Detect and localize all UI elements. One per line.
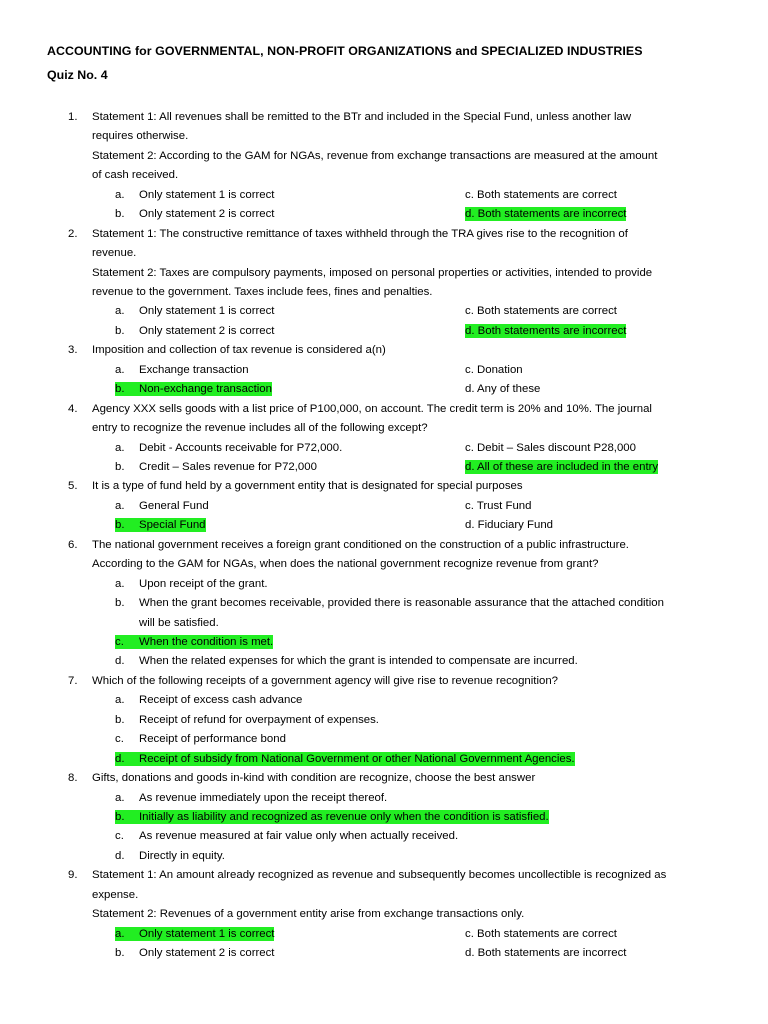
q2-statement1: Statement 1: The constructive remittance of taxes withheld through the TRA gives rise to the recognition of xyxy=(92,228,628,240)
q8-option-d: Directly in equity. xyxy=(139,850,225,862)
q1-statement1-cont: requires otherwise. xyxy=(92,130,189,142)
q6-option-b-cont: will be satisfied. xyxy=(139,617,219,629)
q4-option-b-letter: b. xyxy=(115,461,125,473)
q7-option-c: Receipt of performance bond xyxy=(139,733,286,745)
q1-option-b-letter: b. xyxy=(115,208,125,220)
q6-option-b-letter: b. xyxy=(115,597,125,609)
q7-option-a-letter: a. xyxy=(115,694,125,706)
q6-option-b: When the grant becomes receivable, provided there is reasonable assurance that the attached condition xyxy=(139,597,664,609)
q5-option-b-answer: Special Fund xyxy=(139,519,206,531)
q8-option-b-letter: b. xyxy=(115,810,139,824)
q2-option-c: c. Both statements are correct xyxy=(465,305,617,317)
q5-text: It is a type of fund held by a government entity that is designated for special purposes xyxy=(92,480,523,492)
q2-option-a-letter: a. xyxy=(115,305,125,317)
q7-option-b: Receipt of refund for overpayment of expenses. xyxy=(139,714,379,726)
q9-option-b: Only statement 2 is correct xyxy=(139,947,275,959)
q2-statement2-cont: revenue to the government. Taxes include fees, fines and penalties. xyxy=(92,286,433,298)
q9-statement2: Statement 2: Revenues of a government entity arise from exchange transactions only. xyxy=(92,908,525,920)
q7-text: Which of the following receipts of a government agency will give rise to revenue recognition? xyxy=(92,675,558,687)
q3-text: Imposition and collection of tax revenue is considered a(n) xyxy=(92,344,386,356)
q2-statement2: Statement 2: Taxes are compulsory payments, imposed on personal properties or activities, intended to provide xyxy=(92,267,653,279)
q7-option-a: Receipt of excess cash advance xyxy=(139,694,303,706)
q9-statement1-cont: expense. xyxy=(92,889,139,901)
q9-number: 9. xyxy=(68,869,78,881)
q5-number: 5. xyxy=(68,480,78,492)
q3-option-b-letter: b. xyxy=(115,382,139,396)
document-title: ACCOUNTING for GOVERNMENTAL, NON-PROFIT ORGANIZATIONS and SPECIALIZED INDUSTRIES xyxy=(47,44,643,58)
q1-option-a-letter: a. xyxy=(115,189,125,201)
q8-option-a: As revenue immediately upon the receipt thereof. xyxy=(139,792,388,804)
q9-option-c: c. Both statements are correct xyxy=(465,928,617,940)
q2-number: 2. xyxy=(68,228,78,240)
q6-option-d: When the related expenses for which the grant is intended to compensate are incurred. xyxy=(139,655,578,667)
q1-statement2: Statement 2: According to the GAM for NGAs, revenue from exchange transactions are measured at the amount xyxy=(92,150,658,162)
q9-option-b-letter: b. xyxy=(115,947,125,959)
q9-option-a-letter: a. xyxy=(115,927,139,941)
q7-option-b-letter: b. xyxy=(115,714,125,726)
q2-option-d-answer: d. Both statements are incorrect xyxy=(465,325,627,337)
q1-statement1: Statement 1: All revenues shall be remitted to the BTr and included in the Special Fund, unless another law xyxy=(92,111,632,123)
q9-option-a-answer: Only statement 1 is correct xyxy=(139,928,275,940)
q7-option-d-letter: d. xyxy=(115,752,139,766)
q2-statement1-cont: revenue. xyxy=(92,247,137,259)
q8-option-c-letter: c. xyxy=(115,830,124,842)
q4-option-a-letter: a. xyxy=(115,442,125,454)
q5-option-a: General Fund xyxy=(139,500,209,512)
q4-option-c: c. Debit – Sales discount P28,000 xyxy=(465,442,636,454)
q6-option-c-answer: When the condition is met. xyxy=(139,636,274,648)
q6-number: 6. xyxy=(68,539,78,551)
q7-number: 7. xyxy=(68,675,78,687)
q6-text: The national government receives a foreign grant conditioned on the construction of a public infrastructure. xyxy=(92,539,629,551)
q7-option-d-answer: Receipt of subsidy from National Government or other National Government Agencies. xyxy=(139,753,575,765)
q5-option-a-letter: a. xyxy=(115,500,125,512)
q6-option-a: Upon receipt of the grant. xyxy=(139,578,268,590)
q4-option-b: Credit – Sales revenue for P72,000 xyxy=(139,461,317,473)
q6-option-c-letter: c. xyxy=(115,635,139,649)
q8-text: Gifts, donations and goods in-kind with condition are recognize, choose the best answer xyxy=(92,772,536,784)
q4-text-cont: entry to recognize the revenue includes all of the following except? xyxy=(92,422,428,434)
q2-option-a: Only statement 1 is correct xyxy=(139,305,275,317)
q3-option-d: d. Any of these xyxy=(465,383,541,395)
q8-option-d-letter: d. xyxy=(115,850,125,862)
q4-option-a: Debit - Accounts receivable for P72,000. xyxy=(139,442,343,454)
q4-text: Agency XXX sells goods with a list price of P100,000, on account. The credit term is 20% and 10%. The journal xyxy=(92,403,652,415)
q2-option-b-letter: b. xyxy=(115,325,125,337)
q9-option-d: d. Both statements are incorrect xyxy=(465,947,627,959)
q3-number: 3. xyxy=(68,344,78,356)
q1-number: 1. xyxy=(68,111,78,123)
q3-option-b-answer: Non-exchange transaction xyxy=(139,383,272,395)
q9-statement1: Statement 1: An amount already recognized as revenue and subsequently becomes uncollectible is recognized as xyxy=(92,869,667,881)
q5-option-b-letter: b. xyxy=(115,518,139,532)
q3-option-a-letter: a. xyxy=(115,364,125,376)
q5-option-d: d. Fiduciary Fund xyxy=(465,519,553,531)
q2-option-b: Only statement 2 is correct xyxy=(139,325,275,337)
q1-statement2-cont: of cash received. xyxy=(92,169,179,181)
q1-option-c: c. Both statements are correct xyxy=(465,189,617,201)
q3-option-c: c. Donation xyxy=(465,364,523,376)
q4-option-d-answer: d. All of these are included in the entry xyxy=(465,461,659,473)
q8-option-c: As revenue measured at fair value only when actually received. xyxy=(139,830,459,842)
q6-option-d-letter: d. xyxy=(115,655,125,667)
q6-option-a-letter: a. xyxy=(115,578,125,590)
q6-text-cont: According to the GAM for NGAs, when does the national government recognize revenue from grant? xyxy=(92,558,599,570)
q4-number: 4. xyxy=(68,403,78,415)
q7-option-c-letter: c. xyxy=(115,733,124,745)
q1-option-d-answer: d. Both statements are incorrect xyxy=(465,208,627,220)
q5-option-c: c. Trust Fund xyxy=(465,500,532,512)
quiz-number: Quiz No. 4 xyxy=(47,68,108,82)
q1-option-b: Only statement 2 is correct xyxy=(139,208,275,220)
q8-option-b-answer: Initially as liability and recognized as revenue only when the condition is satisfied. xyxy=(139,811,549,823)
q1-option-a: Only statement 1 is correct xyxy=(139,189,275,201)
q8-option-a-letter: a. xyxy=(115,792,125,804)
q8-number: 8. xyxy=(68,772,78,784)
q3-option-a: Exchange transaction xyxy=(139,364,249,376)
